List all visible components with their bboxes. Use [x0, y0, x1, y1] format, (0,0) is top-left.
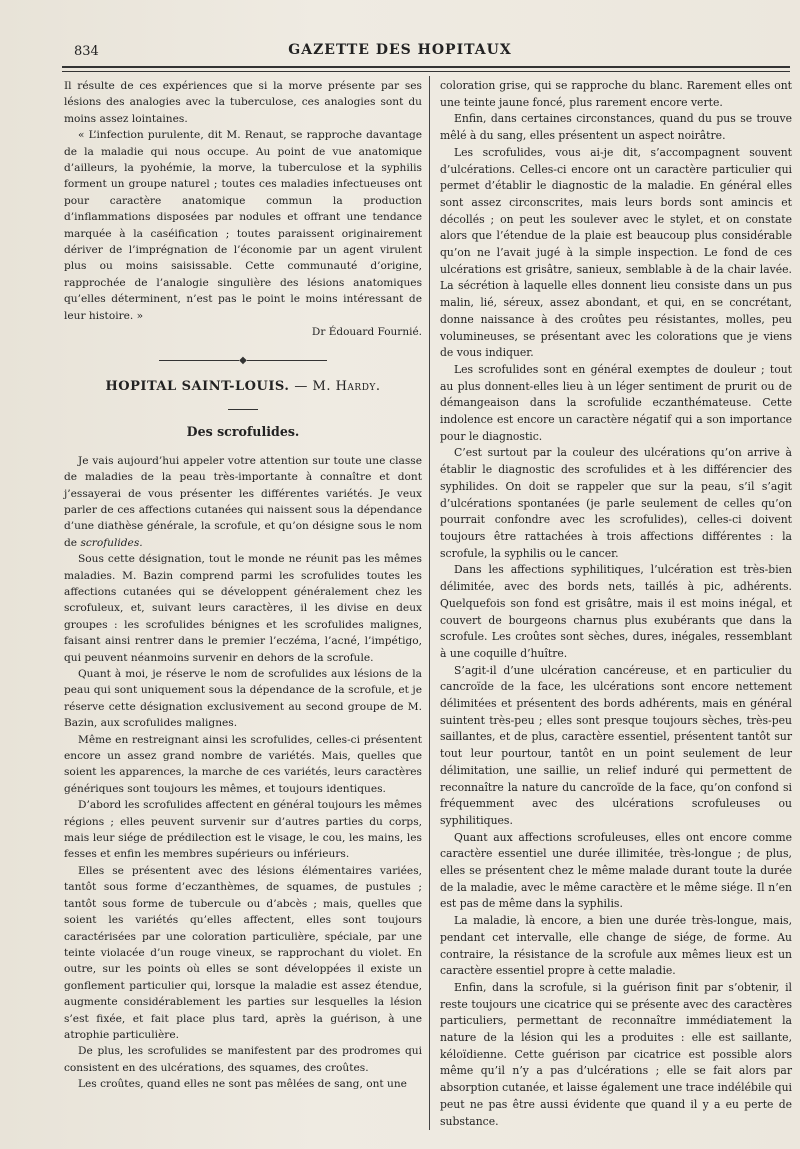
header-rule [62, 66, 790, 68]
ornament-separator: ◆ [64, 353, 422, 369]
paragraph: Même en restreignant ainsi les scrofulides, celles-ci présentent encore un assez grand nombre de variétés. Mais, quelles que soient les apparences, la marche de ces variétés, leurs caractères génériques sont toujours les mêmes, et toujours identiques. [64, 733, 422, 795]
paragraph: C’est surtout par la couleur des ulcérations qu’on arrive à établir le diagnostic des scrofulides et à les différencier des syphilides. On doit se rappeler que sur la peau, s’il s’agit d’ulcérations spontanées (je parle seulement de celles qu’on pourrait confondre avec les scrofulides), celles-ci doivent toujours être rattachées à trois affections différentes : la scrofule, la syphilis ou le cancer. [440, 446, 792, 560]
signature-line [64, 324, 422, 340]
paragraph: coloration grise, qui se rapproche du blanc. Rarement elles ont une teinte jaune foncé, plus rarement encore verte. [440, 79, 792, 109]
left-column [64, 78, 422, 1093]
paragraph: Les croûtes, quand elles ne sont pas mêlées de sang, ont une [78, 1078, 407, 1091]
header-rule-thin [62, 71, 790, 72]
paragraph: Sous cette désignation, tout le monde ne réunit pas les mêmes maladies. M. Bazin comprend parmi les scrofulides toutes les affections cutanées qui se développent généralement chez les scrofuleux, et, suivant leurs caractères, il les divise en deux groupes : les scrofulides bénignes et les scrofulides malignes, faisant ainsi rentrer dans le premier l’eczéma, l’acné, l’impétigo, qui peuvent néanmoins survenir en dehors de la scrofule. [64, 553, 422, 664]
hospital-title: HOPITAL SAINT-LOUIS. [105, 378, 290, 394]
italic-term: scrofulides. [80, 536, 143, 549]
paragraph: De plus, les scrofulides se manifestent par des prodromes qui consistent en des ulcérations, des squames, des croûtes. [64, 1045, 422, 1074]
hospital-heading [64, 379, 422, 395]
paragraph: S’agit-il d’une ulcération cancéreuse, et en particulier du cancroïde de la face, les ulcérations sont encore nettement délimitées et présentent des bords adhérents, mais en général suintent très-peu ; elles sont presque toujours sèches, très-peu saillantes, et de plus, caractère essentiel, présentent tantôt sur tout leur pourtour, tantôt en un point seulement de leur délimitation, une saillie, un relief induré qui permettent de reconnaître la nature du cancroïde de la face, qu’on confond si fréquemment avec des ulcérations scrofuleuses ou syphilitiques. [440, 663, 792, 827]
paragraph: La maladie, là encore, a bien une durée très-longue, mais, pendant cet intervalle, elle change de siége, de forme. Au contraire, la résistance de la scrofule aux mêmes lieux est un caractère essentiel propre à cette maladie. [440, 914, 792, 978]
paragraph: Enfin, dans certaines circonstances, quand du pus se trouve mêlé à du sang, elles présentent un aspect noirâtre. [440, 112, 792, 143]
paragraph: D’abord les scrofulides affectent en général toujours les mêmes régions ; elles peuvent survenir sur d’autres parties du corps, mais leur siége de prédilection est le visage, le cou, les mains, les fesses et enfin les membres supérieurs ou inférieurs. [64, 799, 422, 861]
right-column [440, 78, 792, 1130]
paragraph: Enfin, dans la scrofule, si la guérison finit par s’obtenir, il reste toujours une cicatrice qui se présente avec des caractères particuliers, permettant de reconnaître immédiatement la nature de la lésion qui les a produites : elle est saillante, kéloïdienne. Cette guérison par cicatrice est possible alors même qu’il n’y a pas d’ulcérations ; elle se fait alors par absorption cutanée, et laisse également une trace indélébile qui peut ne pas être aussi évidente que quand il y a eu perte de substance. [440, 980, 792, 1128]
page-number: 834 [74, 44, 99, 59]
paragraph: Les scrofulides, vous ai-je dit, s’accompagnent souvent d’ulcérations. Celles-ci encore ont un caractère particulier qui permet d’établir le diagnostic de la maladie. En général elles sont assez circonscrites, mais leurs bords sont amincis et décollés ; on peut les soulever avec le stylet, et on constate alors que l’étendue de la plaie est beaucoup plus considérable qu’on ne l’avait jugé à la simple inspection. Le fond de ces ulcérations est grisâtre, sanieux, semblable à de la chair lavée. La sécrétion à laquelle elles donnent lieu consiste dans un pus malin, lié, séreux, assez abondant, et qui, en se concrétant, donne naissance à des croûtes peu résistantes, molles, peu volumineuses, se présentant avec les colorations que je viens de vous indiquer. [440, 145, 792, 360]
paragraph: Elles se présentent avec des lésions élémentaires variées, tantôt sous forme d’eczanthèmes, de squames, de pustules ; tantôt sous forme de tubercule ou d’abcès ; mais, quelles que soient les variétés qu’elles affectent, elles sont toujours caractérisées par une coloration particulière, spéciale, par une teinte violacée d’un rouge vineux, se rapprochant du violet. En outre, sur les points où elles se sont développées il existe un gonflement particulier qui, lorsque la maladie est assez étendue, augmente considérablement les parties sur lesquelles la lésion s’est fixée, et fait place plus tard, après la guérison, à une atrophie particulière. [64, 864, 422, 1041]
section-title: Des scrofulides. [186, 424, 300, 440]
author-signature: Dr Édouard Fournié. [311, 326, 422, 339]
paragraph: Je vais aujourd’hui appeler votre attention sur toute une classe de maladies de la peau très-importante à connaître et dont j’essayerai de vous présenter les différentes variétés. Je veux parler de ces affections cutanées qui naissent sous la dépendance d’une diathèse générale, la scrofule, et qu’on désigne sous le nom de scrofulides. [64, 454, 422, 549]
paragraph: « L’infection purulente, dit M. Renaut, se rapproche davantage de la maladie qui nous occupe. Au point de vue anatomique d’ailleurs, la pyohémie, la morve, la tuberculose et la syphilis forment un groupe naturel ; toutes ces maladies infectueuses ont pour caractère anatomique commun la production d’inflammations disposées par nodules et offrant une tendance marquée à la caséification ; toutes paraissent originairement dériver de l’imprégnation de l’économie par un agent virulent plus ou moins saisissable. Cette communauté d’origine, rapprochée de l’analogie singulière des lésions anatomiques qu’elles déterminent, n’est pas le point le moins intéressant de leur histoire. » [64, 129, 422, 322]
paragraph: Quant aux affections scrofuleuses, elles ont encore comme caractère essentiel une durée illimitée, très-longue ; de plus, elles se présentent chez le même malade durant toute la durée de la maladie, avec le même caractère et le même siége. Il n’en est pas de même dans la syphilis. [440, 830, 792, 911]
paragraph: Quant à moi, je réserve le nom de scrofulides aux lésions de la peau qui sont uniquement sous la dépendance de la scrofule, et je réserve cette désignation exclusivement au second groupe de M. Bazin, aux scrofulides malignes. [64, 668, 422, 730]
column-divider [429, 76, 430, 1130]
paragraph: Dans les affections syphilitiques, l’ulcération est très-bien délimitée, avec des bords nets, taillés à pic, adhérents. Quelquefois son fond est grisâtre, mais il est moins inégal, et couvert de bourgeons charnus plus exubérants que dans la scrofule. Les croûtes sont sèches, dures, inégales, ressemblant à une coquille d’huître. [440, 563, 792, 660]
hospital-doctor: — M. Hardy. [294, 378, 381, 394]
paragraph: Il résulte de ces expériences que si la morve présente par ses lésions des analogies avec la tuberculose, ces analogies sont du moins assez lointaines. [64, 80, 422, 125]
paragraph: Les scrofulides sont en général exemptes de douleur ; tout au plus donnent-elles lieu à un léger sentiment de prurit ou de démangeaison dans la scrofulide eczanthémateuse. Cette indolence est encore un caractère négatif qui a son importance pour le diagnostic. [440, 362, 792, 443]
running-title: GAZETTE DES HOPITAUX [288, 42, 512, 58]
short-rule [228, 409, 258, 410]
